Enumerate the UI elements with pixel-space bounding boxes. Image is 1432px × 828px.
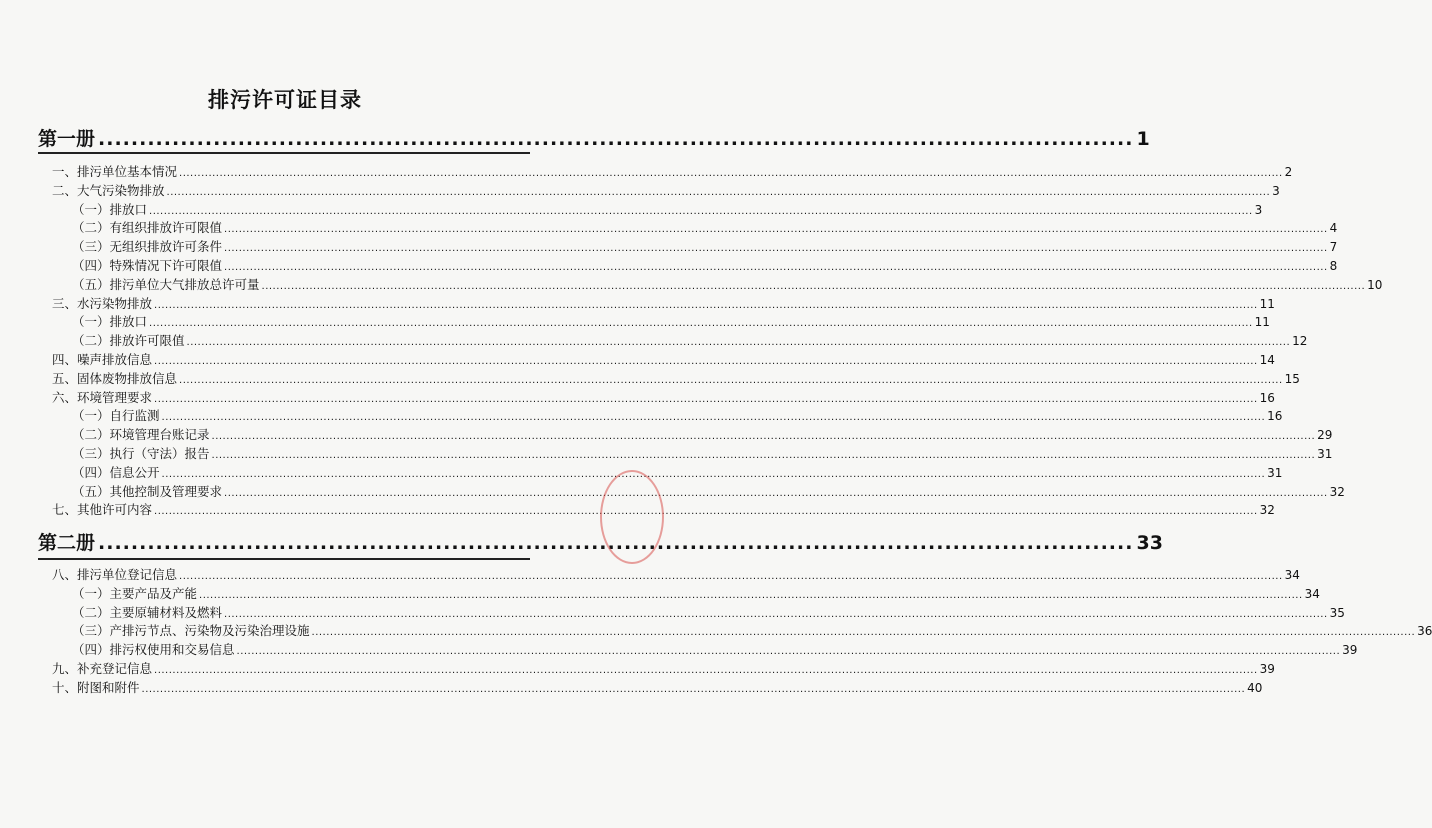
red-seal-stamp [600,470,664,564]
toc-entry-page: 3 [1272,183,1280,198]
toc-entry-label: 一、排污单位基本情况 [52,164,178,179]
toc-entry [52,566,1300,584]
toc-entry-label: 八、排污单位登记信息 [52,567,178,582]
toc-entry-label: （二）主要原辅材料及燃料 [72,604,223,620]
toc-entry-page: 34 [1284,568,1300,582]
toc-entry [72,445,1333,463]
divider-rule [38,152,530,154]
volume-1-page: 1 [1136,128,1150,150]
leader-dots: ............................................................................................................................................................................................................................................................................................................ [154,665,1258,676]
divider-rule [38,558,530,560]
leader-dots: ............................................................................................................................................................................................................................................................................................................ [149,205,1253,217]
toc-entry-label: （一）自行监测 [72,408,160,424]
toc-entry-page: 4 [1329,221,1338,236]
toc-entry [72,585,1320,603]
leader-dots: ............................................................................................................................................................................................................................................................................................................ [261,280,1366,292]
leader-dots: ............................................................................................................................................................................................................................................................................................................ [141,683,1246,695]
leader-dots: ............................................................................................................................................................................................................................................................................................................ [211,431,1316,443]
toc-entry-page: 39 [1342,643,1358,658]
toc-entry-label: （二）环境管理台账记录 [72,427,210,443]
toc-entry-label: 三、水污染物排放 [52,295,153,311]
toc-entry [72,332,1308,350]
toc-entry-page: 35 [1329,605,1345,620]
toc-entry [52,370,1300,388]
toc-entry-page: 2 [1284,165,1293,179]
leader-dots: ............................................................................................................................................................................................................................................................................................................ [211,450,1316,461]
leader-dots: ............................................................................................................................................................................................................................................................................................................ [154,506,1258,518]
toc-entry [72,257,1338,275]
toc-entry-page: 16 [1259,390,1275,405]
leader-dots: ............................................................................................................................................................................................................................................................................................................ [179,374,1283,386]
toc-entry [52,389,1275,407]
leader-dots: ............................................................................................................................................................................................................................................................................................................ [236,646,1341,658]
toc-entry-label: （二）有组织排放许可限值 [72,220,223,236]
volume-2-label: 第二册 [38,532,96,554]
toc-entry [52,295,1275,313]
toc-entry-label: 十、附图和附件 [52,679,140,695]
toc-entry-page: 40 [1247,680,1263,695]
leader-dots: ............................................................................................................................................................................................................................................................................................................ [199,589,1303,601]
toc-entry [52,660,1275,678]
toc-entry-page: 11 [1259,296,1275,311]
leader-dots: ............................................................................................................................................................................................................................................................................................................ [166,186,1271,198]
leader-dots: ............................................................................................................................................................................................................................................................................................................ [186,337,1291,349]
leader-dots: ............................................................................................................................................................................................................................................................................................................ [224,224,1328,236]
toc-entry [52,501,1275,519]
leader-dots: ............................................................................................................................................................................................................................................................................................................ [154,299,1258,311]
toc-entry-label: 九、补充登记信息 [52,661,153,676]
toc-entry [72,238,1338,256]
toc-entry-page: 32 [1329,484,1345,499]
toc-entry-label: 六、环境管理要求 [52,389,153,405]
toc-entry [72,407,1283,425]
volume-1-label: 第一册 [38,128,96,150]
toc-entry-page: 34 [1304,586,1320,601]
toc-entry [52,182,1280,200]
toc-entry-page: 8 [1329,259,1338,273]
toc-entry-page: 3 [1254,202,1263,217]
volume-1-heading [38,124,1150,151]
toc-entry [72,313,1270,331]
toc-entry-label: 五、固体废物排放信息 [52,370,178,386]
toc-entry-page: 14 [1259,353,1275,367]
toc-entry-page: 29 [1317,428,1333,443]
leader-dots: .............................................................................................................................. [98,128,1134,150]
volume-2-heading [38,528,1163,555]
leader-dots: ............................................................................................................................................................................................................................................................................................................ [179,168,1283,179]
toc-entry-label: （三）产排污节点、污染物及污染治理设施 [72,623,310,639]
toc-entry-label: （一）排放口 [72,201,148,217]
toc-entry-label: （三）无组织排放许可条件 [72,239,223,255]
toc-entry-page: 36 [1417,624,1432,639]
page-title: 排污许可证目录 [208,88,362,112]
leader-dots: ............................................................................................................................................................................................................................................................................................................ [224,608,1328,620]
leader-dots: ............................................................................................................................................................................................................................................................................................................ [154,393,1258,405]
toc-entry-label: （一）主要产品及产能 [72,585,198,601]
toc-entry-label: （四）信息公开 [72,464,160,480]
toc-entry-page: 32 [1259,503,1275,518]
leader-dots: ............................................................................................................................................................................................................................................................................................................ [154,356,1258,367]
toc-entry [72,622,1432,640]
leader-dots: ............................................................................................................................................................................................................................................................................................................ [224,243,1328,255]
toc-entry-page: 31 [1317,447,1333,461]
toc-entry-page: 11 [1254,315,1270,330]
toc-entry [72,276,1383,294]
volume-2-page: 33 [1136,532,1163,554]
leader-dots: ............................................................................................................................................................................................................................................................................................................ [224,262,1328,273]
toc-entry-label: 七、其他许可内容 [52,502,153,518]
toc-entry [72,604,1345,622]
toc-entry [72,641,1358,659]
toc-entry-label: （五）排污单位大气排放总许可量 [72,276,260,292]
toc-entry-label: （四）排污权使用和交易信息 [72,642,235,658]
toc-entry [72,201,1263,219]
toc-entry-label: （三）执行（守法）报告 [72,446,210,461]
toc-entry [72,219,1338,237]
toc-entry-page: 15 [1284,371,1300,386]
leader-dots: ............................................................................................................................................................................................................................................................................................................ [161,412,1266,424]
toc-entry-page: 12 [1292,334,1308,349]
leader-dots: ............................................................................................................................................................................................................................................................................................................ [161,468,1266,480]
toc-entry [72,464,1283,482]
toc-entry-page: 39 [1259,662,1275,676]
toc-entry-page: 7 [1329,240,1338,255]
toc-entry [52,679,1263,697]
toc-entry [52,163,1293,181]
toc-entry-page: 31 [1267,465,1283,480]
toc-entry-label: （二）排放许可限值 [72,333,185,349]
toc-entry-label: （一）排放口 [72,314,148,330]
leader-dots: ............................................................................................................................................................................................................................................................................................................ [224,487,1328,499]
toc-entry [72,426,1333,444]
toc-entry-page: 10 [1367,277,1383,292]
toc-entry-label: 二、大气污染物排放 [52,182,165,198]
leader-dots: ............................................................................................................................................................................................................................................................................................................ [179,571,1283,582]
leader-dots: .............................................................................................................................. [98,532,1134,554]
toc-entry-label: 四、噪声排放信息 [52,352,153,367]
toc-entry-page: 16 [1267,409,1283,424]
leader-dots: ............................................................................................................................................................................................................................................................................................................ [149,318,1253,330]
toc-entry-label: （四）特殊情况下许可限值 [72,258,223,273]
toc-entry [72,483,1345,501]
toc-entry-label: （五）其他控制及管理要求 [72,483,223,499]
toc-entry [52,351,1275,369]
leader-dots: ............................................................................................................................................................................................................................................................................................................ [311,627,1416,639]
